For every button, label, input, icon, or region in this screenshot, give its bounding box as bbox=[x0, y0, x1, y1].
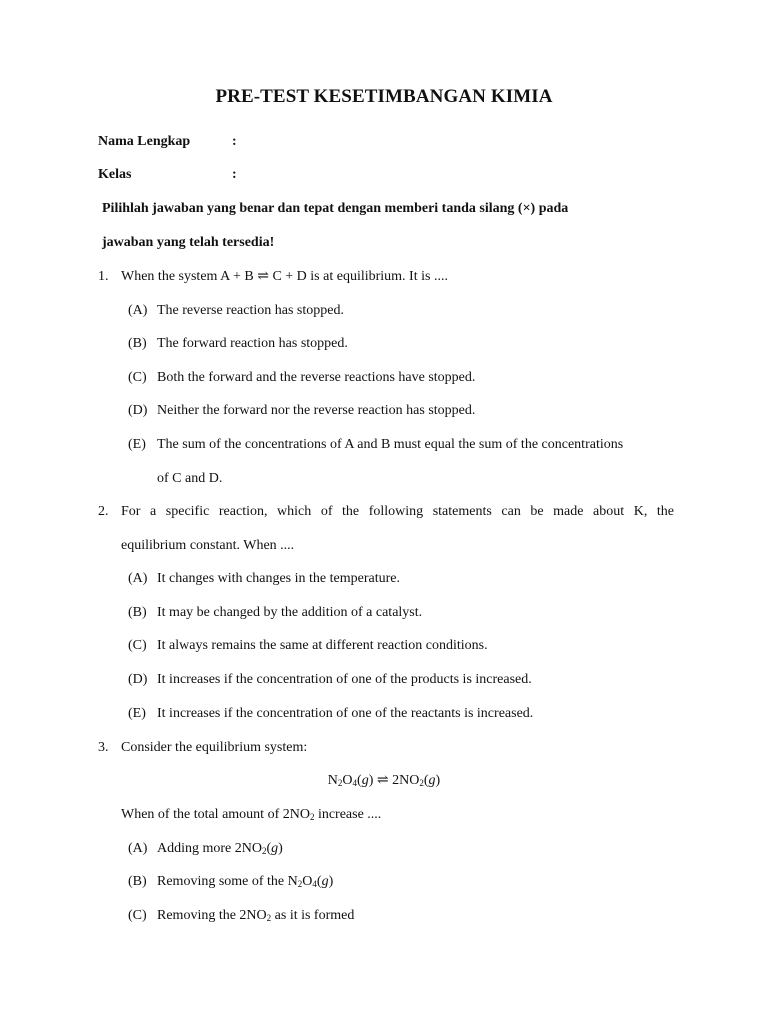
q1-option-b-letter: (B) bbox=[128, 336, 147, 351]
q2-option-e-text: It increases if the concentration of one of the reactants is increased. bbox=[157, 706, 534, 721]
question-3-equation: $N_2O_4(g)$ ⇌ $2NO_2(g)$ bbox=[327, 773, 441, 788]
q3-option-c-letter: (C) bbox=[128, 908, 147, 923]
question-2-text: For a specific reaction, which of the following statements can be made about K, the bbox=[121, 504, 674, 519]
instruction-line-2: jawaban yang telah tersedia! bbox=[102, 235, 275, 250]
field-label-kelas: Kelas bbox=[98, 167, 132, 182]
q2-option-a-text: It changes with changes in the temperature. bbox=[157, 571, 400, 586]
page-title: PRE-TEST KESETIMBANGAN KIMIA bbox=[215, 86, 553, 107]
q2-option-d-text: It increases if the concentration of one of the products is increased. bbox=[157, 672, 532, 687]
q1-option-d-letter: (D) bbox=[128, 403, 148, 418]
question-2-number: 2. bbox=[98, 504, 109, 519]
q1-option-e-text: The sum of the concentrations of A and B must equal the sum of the concentrations bbox=[157, 437, 624, 452]
instruction-line-1: Pilihlah jawaban yang benar dan tepat dengan memberi tanda silang (×) pada bbox=[102, 201, 569, 216]
q3-option-a-text: Adding more $2NO_2(g)$ bbox=[157, 841, 283, 856]
q3-option-b-text: Removing some of the $N_2O_4(g)$ bbox=[157, 874, 334, 889]
q1-option-e-text-cont: of C and D. bbox=[157, 471, 223, 486]
q1-option-a-text: The reverse reaction has stopped. bbox=[157, 303, 344, 318]
q2-option-b-text: It may be changed by the addition of a catalyst. bbox=[157, 605, 423, 620]
q1-option-b-text: The forward reaction has stopped. bbox=[157, 336, 348, 351]
q1-option-d-text: Neither the forward nor the reverse reaction has stopped. bbox=[157, 403, 476, 418]
q2-option-c-letter: (C) bbox=[128, 638, 147, 653]
question-2-text-cont: equilibrium constant. When .... bbox=[121, 538, 295, 553]
field-label-nama: Nama Lengkap bbox=[98, 134, 191, 149]
q2-option-d-letter: (D) bbox=[128, 672, 148, 687]
question-1-text: When the system A + B ⇌ C + D is at equilibrium. It is .... bbox=[121, 269, 448, 284]
q2-option-b-letter: (B) bbox=[128, 605, 147, 620]
q2-option-a-letter: (A) bbox=[128, 571, 148, 586]
field-colon-nama: : bbox=[232, 134, 237, 149]
field-colon-kelas: : bbox=[232, 167, 237, 182]
q1-option-e-letter: (E) bbox=[128, 437, 146, 452]
q1-option-c-text: Both the forward and the reverse reactions have stopped. bbox=[157, 370, 476, 385]
question-1-number: 1. bbox=[98, 269, 109, 284]
q3-option-b-letter: (B) bbox=[128, 874, 147, 889]
q3-option-c-text: Removing the $2NO_2$ as it is formed bbox=[157, 908, 355, 923]
q1-option-c-letter: (C) bbox=[128, 370, 147, 385]
question-3-text: Consider the equilibrium system: bbox=[121, 740, 308, 755]
question-3-number: 3. bbox=[98, 740, 109, 755]
question-3-followup: When of the total amount of $2NO_2$ increase .... bbox=[121, 807, 382, 822]
q2-option-e-letter: (E) bbox=[128, 706, 146, 721]
q2-option-c-text: It always remains the same at different reaction conditions. bbox=[157, 638, 488, 653]
q1-option-a-letter: (A) bbox=[128, 303, 148, 318]
q3-option-a-letter: (A) bbox=[128, 841, 148, 856]
